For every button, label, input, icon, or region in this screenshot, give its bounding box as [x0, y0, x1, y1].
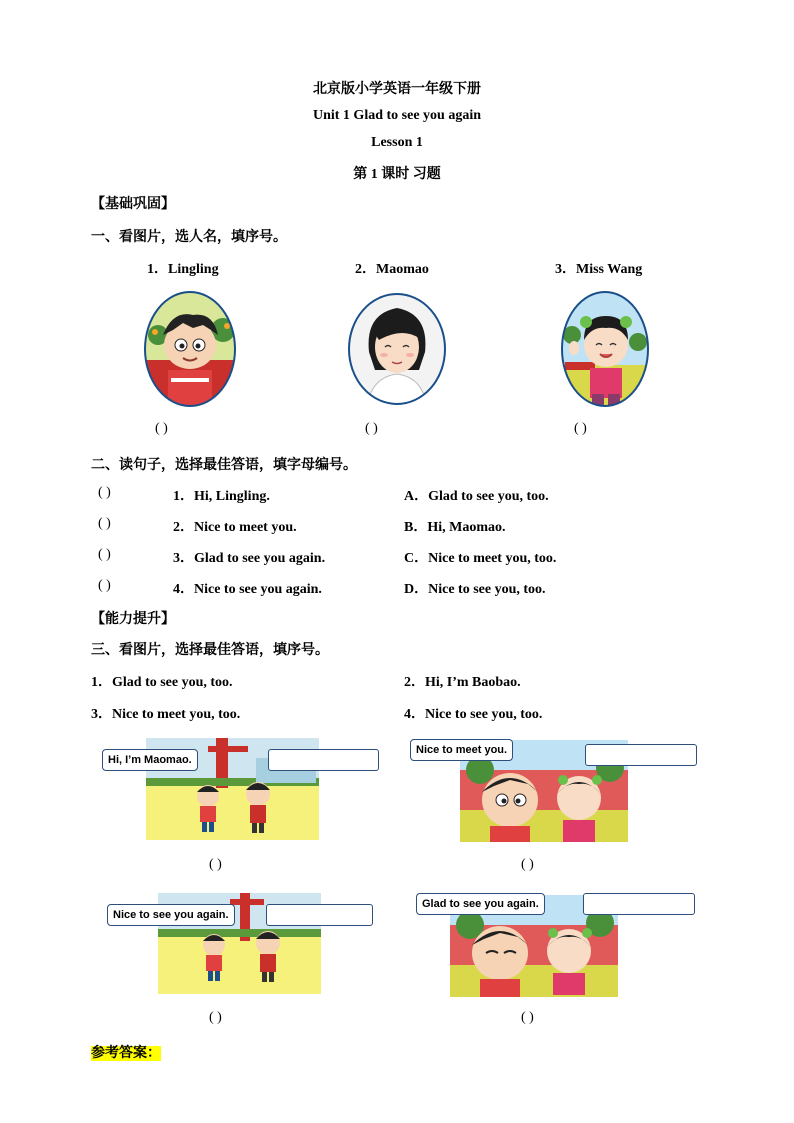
part2-answer-a: A．Glad to see you, too.	[404, 489, 549, 504]
answer-blank-1[interactable]: ( )	[155, 421, 168, 436]
part2-blank-3[interactable]: ( )	[98, 547, 111, 562]
part2-title: 二、读句子，选择最佳答语，填字母编号。	[91, 458, 357, 473]
part3-option-2: 2．Hi, I’m Baobao.	[404, 675, 521, 690]
part3-title: 三、看图片，选择最佳答语，填序号。	[91, 643, 329, 658]
part1-title: 一、看图片，选人名，填序号。	[91, 230, 287, 245]
section-ability-heading: 【能力提升】	[91, 612, 175, 627]
empty-bubble-2[interactable]	[585, 744, 697, 766]
part2-question-1: 1．Hi, Lingling.	[173, 489, 270, 504]
part3-option-4: 4．Nice to see you, too.	[404, 707, 543, 722]
speech-bubble-1: Hi, I’m Maomao.	[102, 749, 198, 771]
part3-blank-1[interactable]: ( )	[209, 857, 222, 872]
speech-bubble-4: Glad to see you again.	[416, 893, 545, 915]
answer-blank-2[interactable]: ( )	[365, 421, 378, 436]
lesson-title: Lesson 1	[371, 135, 423, 150]
book-title: 北京版小学英语一年级下册	[313, 82, 481, 97]
part3-option-1: 1．Glad to see you, too.	[91, 675, 233, 690]
empty-bubble-4[interactable]	[583, 893, 695, 915]
part3-blank-4[interactable]: ( )	[521, 1010, 534, 1025]
part3-blank-3[interactable]: ( )	[209, 1010, 222, 1025]
name-option-2: 2．Maomao	[355, 262, 429, 277]
speech-bubble-2: Nice to meet you.	[410, 739, 513, 761]
part3-option-3: 3．Nice to meet you, too.	[91, 707, 241, 722]
part2-answer-c: C．Nice to meet you, too.	[404, 551, 557, 566]
part2-question-3: 3．Glad to see you again.	[173, 551, 326, 566]
unit-title: Unit 1 Glad to see you again	[312, 108, 481, 123]
period-title: 第 1 课时 习题	[353, 167, 441, 182]
name-option-1: 1．Lingling	[147, 262, 219, 277]
answer-blank-3[interactable]: ( )	[574, 421, 587, 436]
portrait-girl	[560, 290, 650, 408]
part2-answer-b: B．Hi, Maomao.	[404, 520, 506, 535]
speech-bubble-3: Nice to see you again.	[107, 904, 235, 926]
portrait-boy	[143, 290, 237, 408]
name-option-3: 3．Miss Wang	[555, 262, 643, 277]
portrait-teacher	[347, 292, 447, 406]
part2-answer-d: D．Nice to see you, too.	[404, 582, 546, 597]
empty-bubble-3[interactable]	[266, 904, 373, 926]
answers-label: 参考答案：	[91, 1046, 161, 1061]
part2-blank-1[interactable]: ( )	[98, 485, 111, 500]
empty-bubble-1[interactable]	[268, 749, 379, 771]
part2-question-4: 4．Nice to see you again.	[173, 582, 322, 597]
answers-label-wrap	[91, 1042, 161, 1062]
part2-question-2: 2．Nice to meet you.	[173, 520, 297, 535]
part3-blank-2[interactable]: ( )	[521, 857, 534, 872]
part2-blank-4[interactable]: ( )	[98, 578, 111, 593]
section-basic-heading: 【基础巩固】	[91, 197, 175, 212]
part2-blank-2[interactable]: ( )	[98, 516, 111, 531]
